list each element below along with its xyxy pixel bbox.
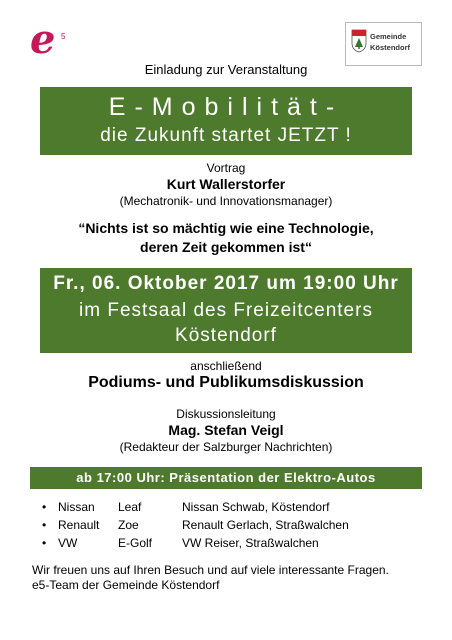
event-venue-line-2: Köstendorf (175, 325, 277, 346)
title-line-1: E-Mobilität- (108, 93, 344, 121)
car-brand: VW (58, 536, 78, 550)
speaker-role: (Mechatronik- und Innovationsmanager) (119, 194, 333, 208)
quote-line-1: “Nichts ist so mächtig wie eine Technologie, (78, 220, 374, 236)
list-item (42, 536, 442, 554)
gemeinde-logo-line2: Köstendorf (370, 43, 410, 52)
closing-line-1: Wir freuen uns auf Ihren Besuch und auf viele interessante Fragen. (32, 563, 389, 577)
presentation-text: ab 17:00 Uhr: Präsentation der Elektro-Autos (76, 470, 376, 485)
list-item (42, 500, 442, 518)
presentation-banner (30, 467, 422, 489)
quote-line-2: deren Zeit gekommen ist“ (140, 239, 312, 255)
car-dealer: Renault Gerlach, Straßwalchen (182, 518, 349, 532)
speaker-name: Kurt Wallerstorfer (166, 176, 286, 192)
gemeinde-logo-line1: Gemeinde (370, 32, 407, 41)
car-brand: Nissan (58, 500, 95, 514)
title-banner (40, 87, 412, 155)
discussion-title: Podiums- und Publikumsdiskussion (88, 374, 364, 391)
coat-of-arms-icon (351, 29, 367, 53)
moderator-name: Mag. Stefan Veigl (168, 422, 284, 438)
bullet-icon: • (42, 518, 47, 532)
invitation-heading: Einladung zur Veranstaltung (144, 62, 308, 77)
title-line-2: die Zukunft startet JETZT ! (100, 125, 352, 146)
discussion-lead-label: Diskussionsleitung (176, 407, 276, 421)
event-venue-line-1: im Festsaal des Freizeitcenters (79, 300, 373, 321)
car-dealer: Nissan Schwab, Köstendorf (182, 500, 330, 514)
moderator-role: (Redakteur der Salzburger Nachrichten) (119, 440, 333, 454)
closing-line-2: e5-Team der Gemeinde Köstendorf (32, 578, 220, 592)
e5-logo-letter: e (30, 16, 56, 63)
afterwards-label: anschließend (190, 359, 262, 373)
car-model: Leaf (118, 500, 142, 514)
event-banner (40, 268, 412, 353)
car-dealer: VW Reiser, Straßwalchen (182, 536, 319, 550)
e5-logo-number: 5 (61, 32, 66, 41)
car-model: E-Golf (118, 536, 153, 550)
car-list (42, 500, 442, 554)
bullet-icon: • (42, 500, 47, 514)
event-date-time: Fr., 06. Oktober 2017 um 19:00 Uhr (53, 273, 399, 294)
car-model: Zoe (118, 518, 139, 532)
list-item (42, 518, 442, 536)
bullet-icon: • (42, 536, 47, 550)
lecture-label: Vortrag (206, 161, 246, 175)
gemeinde-logo (345, 22, 422, 66)
car-brand: Renault (58, 518, 100, 532)
e5-logo (30, 16, 90, 66)
